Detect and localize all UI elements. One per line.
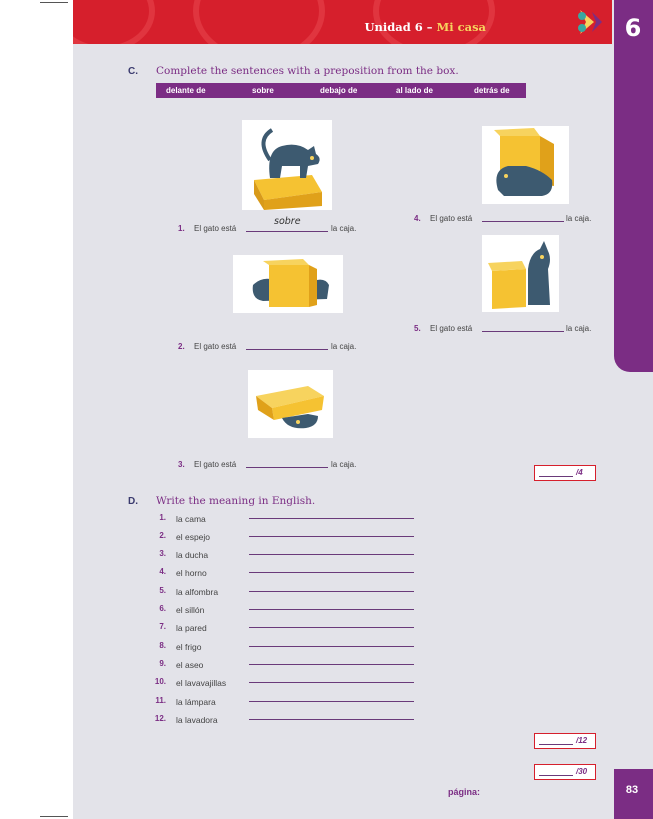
vocab-word: la lavadora (176, 715, 218, 725)
sentence-text: la caja. (331, 460, 357, 469)
cat-in-front-of-box-image (482, 126, 569, 204)
vocab-word: el lavavajillas (176, 678, 227, 688)
vocab-number: 8. (159, 641, 166, 650)
vocab-word: la cama (176, 514, 206, 524)
cat-next-to-box-image (482, 235, 559, 312)
vocab-word: el horno (176, 568, 207, 578)
total-score-box[interactable] (534, 764, 596, 780)
sentence-text: El gato está (430, 214, 473, 223)
score-total: /12 (576, 736, 588, 745)
binding-margin (35, 0, 73, 819)
translation-line[interactable] (249, 554, 414, 555)
section-c-score-box[interactable] (534, 465, 596, 481)
translation-line[interactable] (249, 572, 414, 573)
vocab-word: el aseo (176, 660, 204, 670)
vocab-number: 1. (159, 513, 166, 522)
answer-blank[interactable] (246, 231, 328, 232)
score-total: /30 (576, 767, 588, 776)
sentence-text: El gato está (194, 224, 237, 233)
translation-line[interactable] (249, 536, 414, 537)
box-word: debajo de (320, 86, 358, 95)
sentence-text: la caja. (331, 342, 357, 351)
vocab-number: 9. (159, 659, 166, 668)
sentence-number: 1. (178, 224, 185, 233)
vocab-number: 10. (154, 677, 166, 686)
translation-line[interactable] (249, 701, 414, 702)
section-c-title: Complete the sentences with a preposition from the box. (156, 65, 459, 77)
translation-line[interactable] (249, 682, 414, 683)
chapter-tab (614, 0, 653, 372)
answer-blank[interactable] (246, 349, 328, 350)
vocab-number: 3. (159, 549, 166, 558)
preposition-word-box (156, 83, 526, 98)
vocab-word: la ducha (176, 550, 209, 560)
box-word: sobre (252, 86, 274, 95)
vocab-word: el sillón (176, 605, 205, 615)
answer-blank[interactable] (246, 467, 328, 468)
crop-mark (40, 2, 68, 3)
vocab-word: el frigo (176, 642, 202, 652)
vocab-number: 11. (155, 696, 166, 705)
unit-logo-icon (568, 0, 612, 44)
translation-line[interactable] (249, 591, 414, 592)
translation-line[interactable] (249, 609, 414, 610)
box-word: al lado de (396, 86, 433, 95)
vocab-number: 12. (154, 714, 166, 723)
cat-on-box-image (242, 120, 332, 210)
vocab-word: la pared (176, 623, 207, 633)
vocab-word: la alfombra (176, 587, 219, 597)
translation-line[interactable] (249, 646, 414, 647)
vocab-number: 5. (159, 586, 166, 595)
section-d-score-box[interactable] (534, 733, 596, 749)
unit-banner (73, 0, 578, 44)
sentence-text: la caja. (331, 224, 357, 233)
sentence-text: El gato está (194, 460, 237, 469)
sentence-number: 4. (414, 214, 421, 223)
sentence-text: la caja. (566, 214, 592, 223)
translation-line[interactable] (249, 518, 414, 519)
translation-line[interactable] (249, 719, 414, 720)
cat-behind-box-image (233, 255, 343, 313)
sentence-number: 3. (178, 460, 185, 469)
crop-mark (40, 816, 68, 817)
vocab-number: 2. (159, 531, 166, 540)
section-d-letter: D. (128, 496, 138, 507)
page-number: 83 (625, 784, 639, 796)
sentence-text: la caja. (566, 324, 592, 333)
sentence-text: El gato está (194, 342, 237, 351)
sentence-text: El gato está (430, 324, 473, 333)
vocab-number: 6. (159, 604, 166, 613)
handwritten-answer: sobre (274, 216, 301, 227)
answer-blank[interactable] (482, 331, 564, 332)
vocab-word: el espejo (176, 532, 211, 542)
vocab-number: 4. (159, 567, 166, 576)
section-d-title: Write the meaning in English. (156, 495, 316, 507)
box-word: detrás de (474, 86, 510, 95)
box-word: delante de (166, 86, 206, 95)
section-c-letter: C. (128, 66, 138, 77)
sentence-number: 2. (178, 342, 185, 351)
worksheet-page (35, 0, 653, 819)
vocab-word: la lámpara (176, 697, 216, 707)
unit-prefix: Unidad 6 – (364, 20, 433, 34)
unit-title (364, 20, 486, 34)
vocab-number: 7. (159, 622, 166, 631)
unit-name: Mi casa (436, 20, 486, 34)
translation-line[interactable] (249, 627, 414, 628)
sentence-number: 5. (414, 324, 421, 333)
translation-line[interactable] (249, 664, 414, 665)
chapter-number: 6 (624, 14, 642, 42)
answer-blank[interactable] (482, 221, 564, 222)
cat-under-box-image (248, 370, 333, 438)
pagina-label: página: (448, 787, 481, 797)
score-total: /4 (576, 468, 583, 477)
